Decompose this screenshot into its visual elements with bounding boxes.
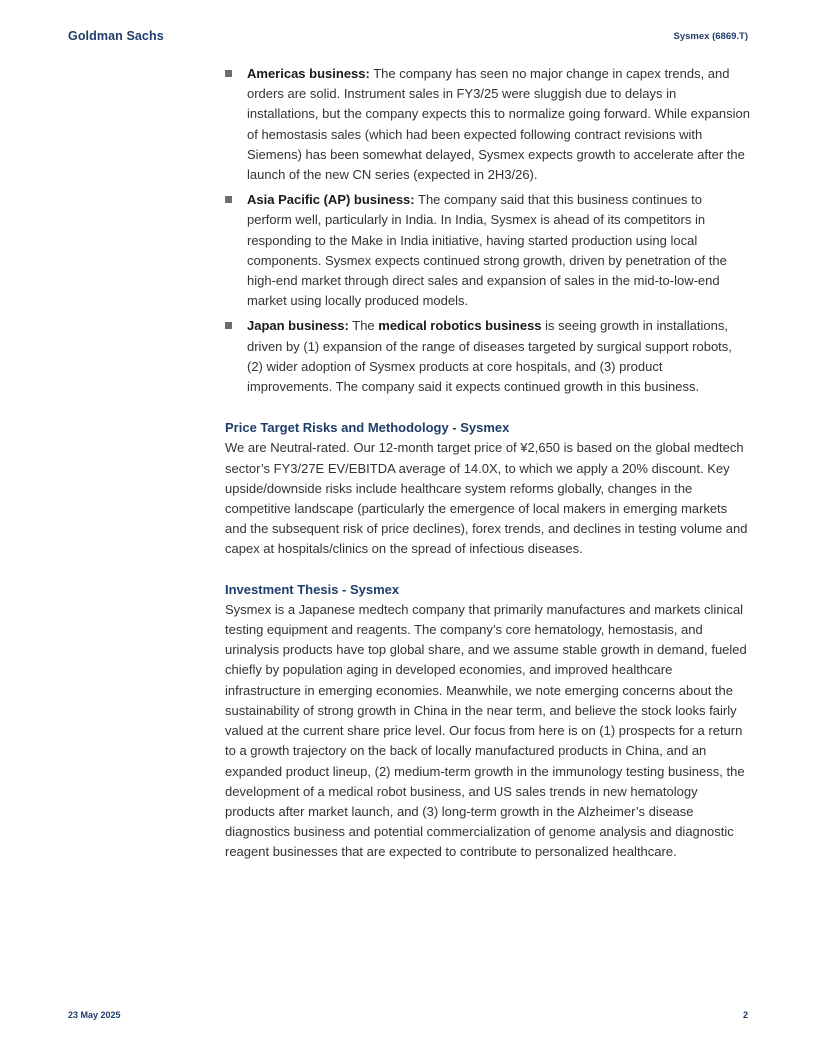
section-body-investment-thesis: Sysmex is a Japanese medtech company that primarily manufactures and markets clinical testing equipment and reagents. The company’s core hematology, hemostasis, and urinalysis products have top global share, and we assume stable growth in demand, fueled chiefly by population aging in developed economies, and improved healthcare infrastructure in emerging economies. Meanwhile, we note emerging concerns about the sustainability of strong growth in China in the near term, and believe the stock looks fairly valued at the current share price level. Our focus from here is on (1) prospects for a return to a growth trajectory on the back of locally manufactured products in China, and an expanded product lineup, (2) medium-term growth in the immunology testing business, the development of a medical robot business, and US sales trends in new hematology products after market launch, and (3) long-term growth in the Alzheimer’s disease diagnostics business and potential commercialization of genome analysis and diagnostic reagent businesses that are expected to contribute to personalized healthcare.	[225, 601, 747, 860]
bullet-text-lead: The	[348, 318, 379, 334]
list-item-americas	[225, 64, 750, 185]
list-item-asia-pacific	[225, 190, 750, 311]
square-bullet-icon	[225, 196, 232, 203]
report-body	[225, 64, 750, 863]
bullet-heading: Americas business:	[247, 66, 370, 81]
list-item-japan	[225, 316, 750, 397]
bullet-text: The company has seen no major change in capex trends, and orders are solid. Instrument sales in FY3/25 were sluggish due to delays in installations, but the company expects this to normalize going forward. While expansion of hemostasis sales (which had been expected following contract revisions with Siemens) has been somewhat delayed, Sysmex expects growth to accelerate after the launch of the new CN series (expected in 2H3/26).	[247, 66, 750, 183]
business-bullet-list	[225, 64, 750, 397]
bullet-emphasis: medical robotics business	[378, 318, 542, 334]
section-title-price-target: Price Target Risks and Methodology - Sysmex	[225, 420, 510, 436]
square-bullet-icon	[225, 70, 232, 77]
section-body-price-target: We are Neutral-rated. Our 12-month target price of ¥2,650 is based on the global medtech sector’s FY3/27E EV/EBITDA average of 14.0X, to which we apply a 20% discount. Key upside/downside risks include healthcare system reforms globally, changes in the competitive landscape (particularly the emergence of local makers in emerging markets and the subsequent risk of price declines), forex trends, and declines in testing volume and capex at hospitals/clinics on the spread of infectious diseases.	[225, 440, 748, 557]
bullet-text: The company said that this business continues to perform well, particularly in India. In India, Sysmex is ahead of its competitors in responding to the Make in India initiative, having started production using local components. Sysmex expects continued strong growth, driven by penetration of the high-end market through direct sales and expansion of sales in the mid-to-low-end market using locally produced models.	[247, 192, 727, 309]
page-number: 2	[742, 1010, 748, 1020]
ticker-header: Sysmex (6869.T)	[673, 31, 748, 42]
section-title-investment-thesis: Investment Thesis - Sysmex	[225, 581, 400, 597]
square-bullet-icon	[225, 322, 232, 329]
brand-header: Goldman Sachs	[68, 29, 164, 43]
bullet-heading: Asia Pacific (AP) business:	[247, 192, 415, 208]
footer-date: 23 May 2025	[68, 1010, 121, 1020]
bullet-heading: Japan business:	[247, 318, 349, 334]
bullet-text: is seeing growth in installations, driven by (1) expansion of the range of diseases targeted by surgical support robots, (2) wider adoption of Sysmex products at core hospitals, and (3) product improvements. The company said it expects continued growth in this business.	[247, 318, 732, 395]
